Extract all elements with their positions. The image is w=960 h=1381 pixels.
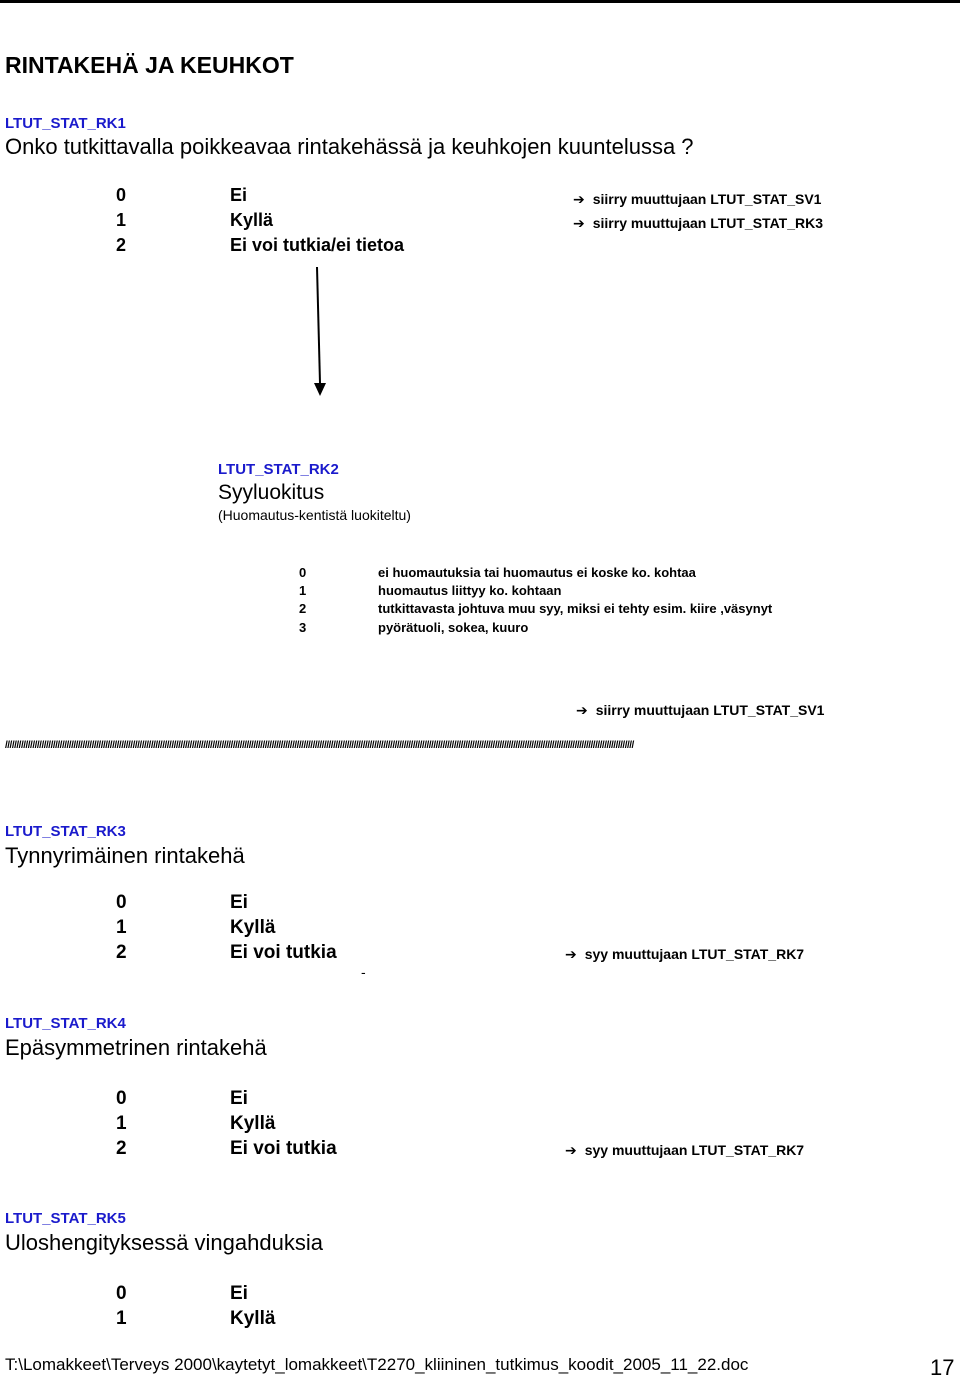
rk2-code: LTUT_STAT_RK2 bbox=[218, 461, 339, 478]
rk2-option-2-num: 2 bbox=[299, 601, 307, 616]
rk1-option-1-jump bbox=[573, 215, 823, 232]
rk4-option-2-label: Ei voi tutkia bbox=[230, 1138, 337, 1159]
rk1-option-0-jump bbox=[573, 191, 821, 208]
rk3-option-2-jump-text: syy muuttujaan LTUT_STAT_RK7 bbox=[584, 946, 805, 962]
rk4-option-2-jump-text: syy muuttujaan LTUT_STAT_RK7 bbox=[584, 1142, 805, 1158]
rk1-option-2-label: Ei voi tutkia/ei tietoa bbox=[230, 235, 405, 255]
rk4-code: LTUT_STAT_RK4 bbox=[5, 1015, 126, 1032]
rk2-option-3-num: 3 bbox=[299, 620, 307, 635]
rk3-option-2-jump bbox=[565, 946, 804, 963]
section-title: RINTAKEHÄ JA KEUHKOT bbox=[5, 52, 294, 78]
rk5-option-0-label: Ei bbox=[230, 1283, 248, 1304]
rk3-option-0-label: Ei bbox=[230, 892, 248, 913]
rk2-question: Syyluokitus bbox=[218, 481, 325, 504]
rk2-note: (Huomautus-kentistä luokiteltu) bbox=[218, 507, 411, 523]
arrow-right-icon: ➔ bbox=[565, 1142, 577, 1158]
rk2-option-3-label: pyörätuoli, sokea, kuuro bbox=[378, 620, 529, 635]
rk1-question: Onko tutkittavalla poikkeavaa rintakehässä ja keuhkojen kuuntelussa ? bbox=[5, 134, 694, 159]
rk4-option-2-jump bbox=[565, 1142, 804, 1159]
rk3-option-0-num: 0 bbox=[116, 892, 127, 913]
rk4-option-0-label: Ei bbox=[230, 1088, 248, 1109]
separator-line: //////////////////////////////////////////////////////////////////////////////////////////////////////////////////////////////////////////////////////////////////////////////////////////////////////////////////////////////////////////////////////////////////////////////////// bbox=[5, 740, 634, 751]
rk1-option-1-jump-text: siirry muuttujaan LTUT_STAT_RK3 bbox=[592, 215, 823, 231]
flow-arrow-down-icon bbox=[305, 265, 335, 400]
rk2-jump-text: siirry muuttujaan LTUT_STAT_SV1 bbox=[595, 702, 825, 718]
rk1-option-1-label: Kyllä bbox=[230, 210, 274, 230]
rk3-dash: - bbox=[361, 964, 366, 980]
footer-file-path: T:\Lomakkeet\Terveys 2000\kaytetyt_lomakkeet\T2270_kliininen_tutkimus_koodit_2005_11_22.doc bbox=[5, 1355, 749, 1374]
rk1-option-0-jump-text: siirry muuttujaan LTUT_STAT_SV1 bbox=[592, 191, 822, 207]
rk4-option-1-label: Kyllä bbox=[230, 1113, 276, 1134]
rk1-option-0-num: 0 bbox=[116, 185, 127, 205]
rk3-question: Tynnyrimäinen rintakehä bbox=[5, 843, 245, 868]
arrow-right-icon: ➔ bbox=[573, 215, 585, 231]
rk2-option-0-label: ei huomautuksia tai huomautus ei koske ko. kohtaa bbox=[378, 565, 696, 580]
rk3-option-2-label: Ei voi tutkia bbox=[230, 942, 337, 963]
rk2-option-0-num: 0 bbox=[299, 565, 307, 580]
rk1-option-1-num: 1 bbox=[116, 210, 127, 230]
rk3-option-1-label: Kyllä bbox=[230, 917, 276, 938]
rk5-code: LTUT_STAT_RK5 bbox=[5, 1210, 126, 1227]
rk1-code: LTUT_STAT_RK1 bbox=[5, 115, 126, 132]
rk2-option-2-label: tutkittavasta johtuva muu syy, miksi ei tehty esim. kiire ,väsynyt bbox=[378, 601, 773, 616]
arrow-right-icon: ➔ bbox=[576, 702, 588, 718]
rk2-jump bbox=[576, 702, 824, 719]
rk2-option-1-label: huomautus liittyy ko. kohtaan bbox=[378, 583, 562, 598]
rk1-option-0-label: Ei bbox=[230, 185, 248, 205]
rk4-option-0-num: 0 bbox=[116, 1088, 127, 1109]
rk5-option-1-num: 1 bbox=[116, 1308, 127, 1329]
rk3-code: LTUT_STAT_RK3 bbox=[5, 823, 126, 840]
rk5-option-1-label: Kyllä bbox=[230, 1308, 276, 1329]
rk3-option-2-num: 2 bbox=[116, 942, 127, 963]
top-rule bbox=[0, 0, 960, 3]
page-number: 17 bbox=[930, 1355, 955, 1380]
rk5-question: Uloshengityksessä vingahduksia bbox=[5, 1230, 323, 1255]
rk3-option-1-num: 1 bbox=[116, 917, 127, 938]
arrow-right-icon: ➔ bbox=[573, 191, 585, 207]
rk1-option-2-num: 2 bbox=[116, 235, 127, 255]
rk4-option-1-num: 1 bbox=[116, 1113, 127, 1134]
rk4-question: Epäsymmetrinen rintakehä bbox=[5, 1035, 267, 1060]
rk2-option-1-num: 1 bbox=[299, 583, 307, 598]
arrow-right-icon: ➔ bbox=[565, 946, 577, 962]
rk5-option-0-num: 0 bbox=[116, 1283, 127, 1304]
rk4-option-2-num: 2 bbox=[116, 1138, 127, 1159]
